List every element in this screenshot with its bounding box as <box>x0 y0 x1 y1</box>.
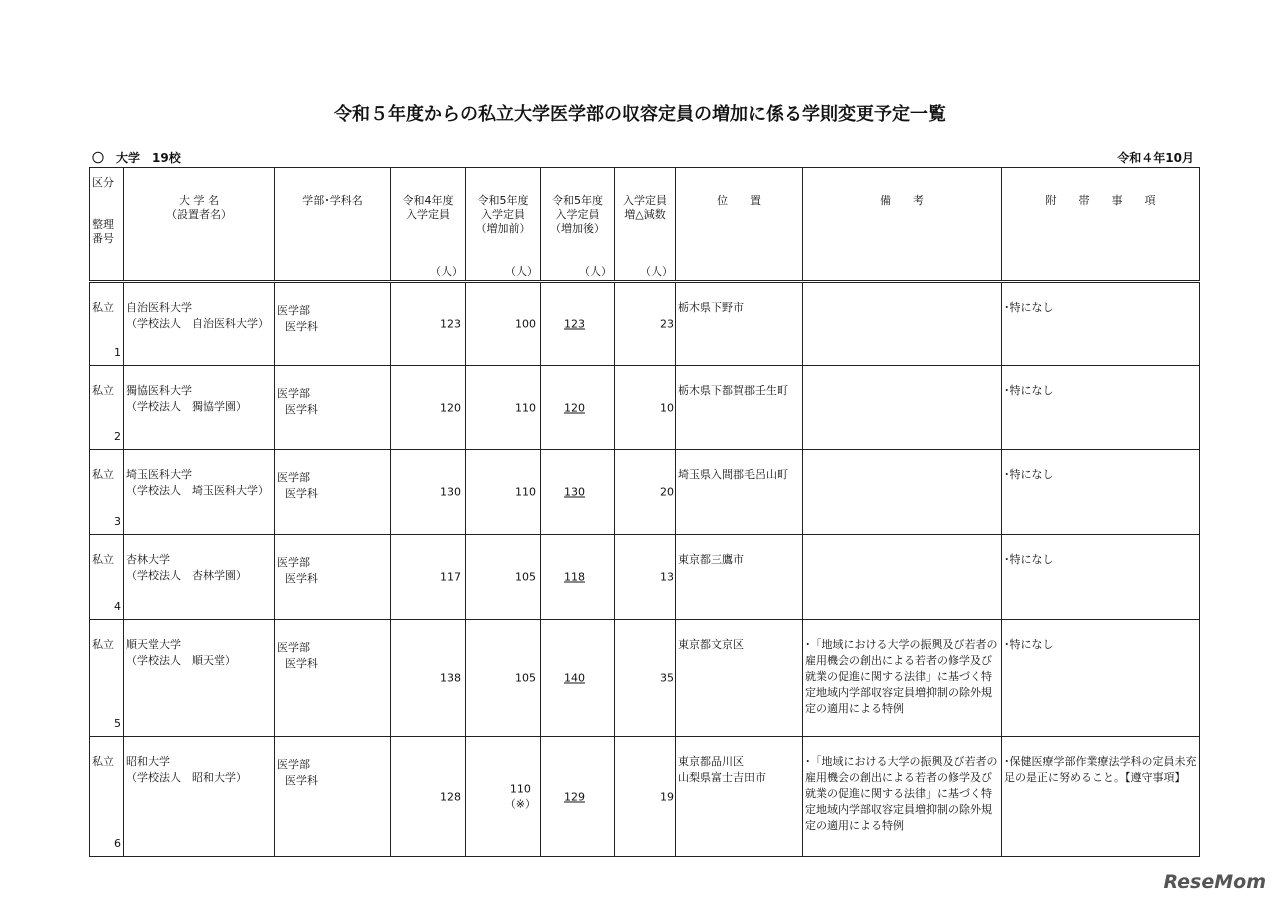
location-cell <box>676 737 803 857</box>
univ-cell <box>124 366 275 450</box>
diff-cell: 20 <box>615 450 676 535</box>
resemom-logo: ReseMom <box>1163 871 1266 893</box>
header-c4: 令和4年度 入学定員 （人） <box>391 168 466 282</box>
kubun-cell: 私立 2 <box>90 366 124 450</box>
row-number: 2 <box>114 430 121 443</box>
kubun-cell: 私立 5 <box>90 620 124 737</box>
header-diff: 入学定員 増△減数 （人） <box>615 168 676 282</box>
row-number: 5 <box>114 717 121 730</box>
table-row <box>90 450 1200 535</box>
univ-name: 獨協医科大学 <box>126 384 192 397</box>
c5-before-cell: 105 <box>466 620 541 737</box>
note-cell: ･「地域における大学の振興及び若者の雇用機会の創出による若者の修学及び就業の促進に関する法律」に基づく特定地域内学部収容定員増抑制の除外規定の適用による特例 <box>803 620 1002 737</box>
table-row <box>90 366 1200 450</box>
c5-after-cell: 123 <box>541 282 615 366</box>
location-line: 東京都品川区 <box>678 755 744 768</box>
faculty-cell: 医学部 医学科 <box>275 737 391 857</box>
kubun-cell: 私立 6 <box>90 737 124 857</box>
c5-after-cell: 130 <box>541 450 615 535</box>
location-line: 埼玉県入間郡毛呂山町 <box>678 468 788 481</box>
univ-name: 自治医科大学 <box>126 301 192 314</box>
c4-cell: 123 <box>391 282 466 366</box>
attach-cell: ･特になし <box>1002 366 1200 450</box>
attach-cell: ･保健医療学部作業療法学科の定員未充足の是正に努めること。【遵守事項】 <box>1002 737 1200 857</box>
univ-name: 埼玉医科大学 <box>126 468 192 481</box>
faculty-cell: 医学部 医学科 <box>275 535 391 620</box>
c5-after-cell: 120 <box>541 366 615 450</box>
setchi-name: （学校法人 昭和大学） <box>126 771 247 784</box>
attach-cell: ･特になし <box>1002 282 1200 366</box>
attach-cell: ･特になし <box>1002 620 1200 737</box>
header-note: 備 考 <box>803 168 1002 282</box>
note-cell <box>803 535 1002 620</box>
univ-name: 昭和大学 <box>126 755 170 768</box>
location-cell <box>676 620 803 737</box>
univ-name: 杏林大学 <box>126 553 170 566</box>
kubun-cell: 私立 4 <box>90 535 124 620</box>
table-row <box>90 282 1200 366</box>
subtitle: 〇 大学 19校 <box>92 151 181 165</box>
header-c5-before: 令和5年度 入学定員 （増加前） （人） <box>466 168 541 282</box>
university-table <box>89 167 1200 857</box>
faculty-cell: 医学部 医学科 <box>275 450 391 535</box>
setchi-name: （学校法人 獨協学園） <box>126 400 247 413</box>
header-c5-after: 令和5年度 入学定員 （増加後） （人） <box>541 168 615 282</box>
c5-after-cell: 140 <box>541 620 615 737</box>
diff-cell: 19 <box>615 737 676 857</box>
c4-cell: 138 <box>391 620 466 737</box>
header-faculty: 学部･学科名 <box>275 168 391 282</box>
table-row <box>90 737 1200 857</box>
kubun-cell: 私立 1 <box>90 282 124 366</box>
setchi-name: （学校法人 自治医科大学） <box>126 317 269 330</box>
location-line: 栃木県下野市 <box>678 301 744 314</box>
diff-cell: 10 <box>615 366 676 450</box>
header-attach: 附 帯 事 項 <box>1002 168 1200 282</box>
location-line: 栃木県下都賀郡壬生町 <box>678 384 788 397</box>
setchi-name: （学校法人 埼玉医科大学） <box>126 484 269 497</box>
kubun-cell: 私立 3 <box>90 450 124 535</box>
faculty-cell: 医学部 医学科 <box>275 620 391 737</box>
document-date: 令和４年10月 <box>1117 151 1194 165</box>
c4-cell: 130 <box>391 450 466 535</box>
location-cell <box>676 535 803 620</box>
diff-cell: 35 <box>615 620 676 737</box>
page-title: 令和５年度からの私立大学医学部の収容定員の増加に係る学則変更予定一覧 <box>334 104 946 125</box>
note-cell <box>803 366 1002 450</box>
diff-cell: 23 <box>615 282 676 366</box>
attach-cell: ･特になし <box>1002 450 1200 535</box>
header-location: 位 置 <box>676 168 803 282</box>
univ-cell <box>124 450 275 535</box>
c5-before-cell: 100 <box>466 282 541 366</box>
header-kubun: 区分 整理 番号 <box>90 168 124 282</box>
c5-before-cell: 110 <box>466 450 541 535</box>
table-header <box>90 168 1200 282</box>
setchi-name: （学校法人 杏林学園） <box>126 569 247 582</box>
location-line: 東京都文京区 <box>678 638 744 651</box>
table-row <box>90 620 1200 737</box>
location-cell <box>676 282 803 366</box>
c4-cell: 128 <box>391 737 466 857</box>
row-number: 1 <box>114 346 121 359</box>
row-number: 4 <box>114 600 121 613</box>
faculty-cell: 医学部 医学科 <box>275 282 391 366</box>
setchi-name: （学校法人 順天堂） <box>126 654 236 667</box>
faculty-cell: 医学部 医学科 <box>275 366 391 450</box>
univ-cell <box>124 620 275 737</box>
c4-cell: 117 <box>391 535 466 620</box>
table-row <box>90 535 1200 620</box>
location-cell <box>676 450 803 535</box>
location-line: 山梨県富士吉田市 <box>678 771 766 784</box>
c5-before-cell: 105 <box>466 535 541 620</box>
univ-cell <box>124 535 275 620</box>
c5-before-cell: 110 （※） <box>466 737 541 857</box>
diff-cell: 13 <box>615 535 676 620</box>
row-number: 3 <box>114 515 121 528</box>
c5-after-cell: 118 <box>541 535 615 620</box>
c5-after-cell: 129 <box>541 737 615 857</box>
location-cell <box>676 366 803 450</box>
attach-cell: ･特になし <box>1002 535 1200 620</box>
c5-before-cell: 110 <box>466 366 541 450</box>
location-line: 東京都三鷹市 <box>678 553 744 566</box>
univ-cell <box>124 737 275 857</box>
note-cell <box>803 450 1002 535</box>
header-univ: 大 学 名 （設置者名） <box>124 168 275 282</box>
row-number: 6 <box>114 837 121 850</box>
univ-name: 順天堂大学 <box>126 638 181 651</box>
note-cell: ･「地域における大学の振興及び若者の雇用機会の創出による若者の修学及び就業の促進に関する法律」に基づく特定地域内学部収容定員増抑制の除外規定の適用による特例 <box>803 737 1002 857</box>
note-cell <box>803 282 1002 366</box>
univ-cell <box>124 282 275 366</box>
c4-cell: 120 <box>391 366 466 450</box>
